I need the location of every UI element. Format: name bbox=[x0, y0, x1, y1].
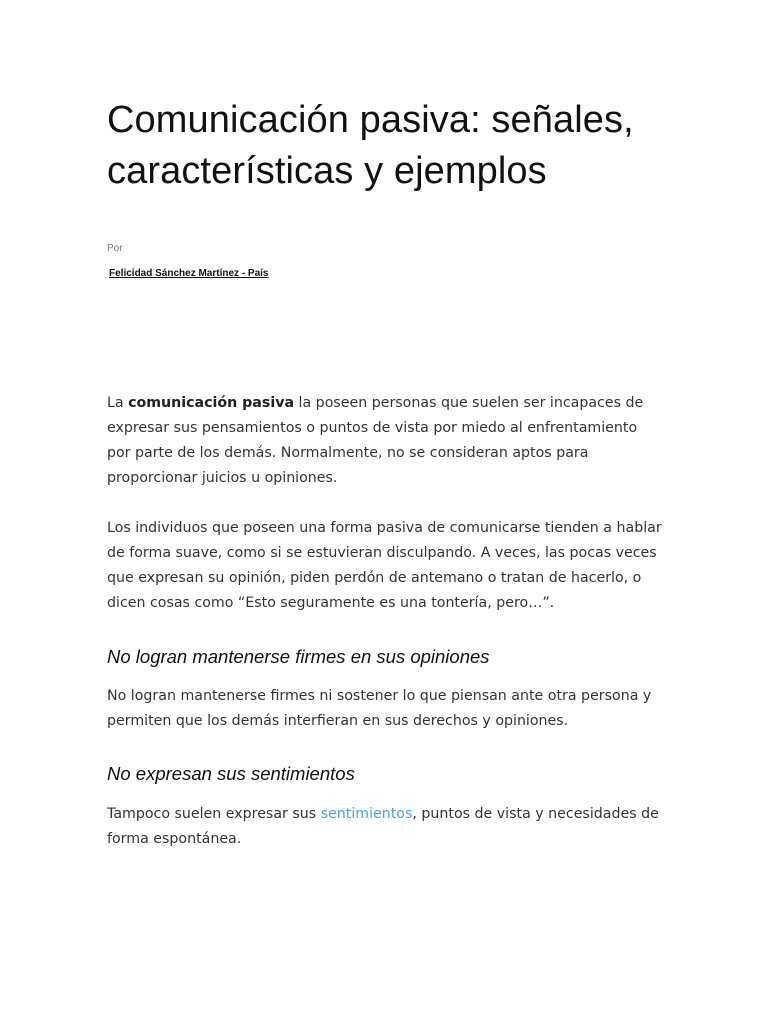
paragraph-intro-bold: comunicación pasiva bbox=[128, 395, 295, 411]
author-link[interactable]: Felicidad Sánchez Martínez - País bbox=[109, 268, 269, 279]
paragraph-intro-lead: La bbox=[107, 395, 129, 411]
paragraph-feelings-lead: Tampoco suelen expresar sus bbox=[107, 806, 321, 822]
sentimientos-link[interactable]: sentimientos bbox=[320, 806, 413, 822]
byline-label: Por bbox=[107, 243, 123, 254]
paragraph-feelings-rest: , puntos de vista y necesidades de forma espontánea. bbox=[107, 806, 659, 847]
paragraph-intro-rest: la poseen personas que suelen ser incapaces de expresar sus pensamientos o puntos de vista por miedo al enfrentamiento por parte de los demás. Normalmente, no se consideran aptos para proporcionar juicios u opiniones. bbox=[107, 395, 644, 486]
paragraph-feelings bbox=[107, 802, 663, 852]
paragraph-intro bbox=[107, 391, 663, 491]
paragraph-individuals: Los individuos que poseen una forma pasiva de comunicarse tienden a hablar de forma suave, como si se estuvieran disculpando. A veces, las pocas veces que expresan su opinión, piden perdón de antemano o tratan de hacerlo, o dicen cosas como “Esto seguramente es una tontería, pero…”. bbox=[107, 520, 662, 611]
article-title: Comunicación pasiva: señales, características y ejemplos bbox=[107, 99, 634, 192]
section-heading-feelings: No expresan sus sentimientos bbox=[107, 763, 355, 784]
paragraph-firmness: No logran mantenerse firmes ni sostener lo que piensan ante otra persona y permiten que los demás interfieran en sus derechos y opiniones. bbox=[107, 688, 652, 729]
section-heading-firmness: No logran mantenerse firmes en sus opiniones bbox=[107, 646, 490, 667]
